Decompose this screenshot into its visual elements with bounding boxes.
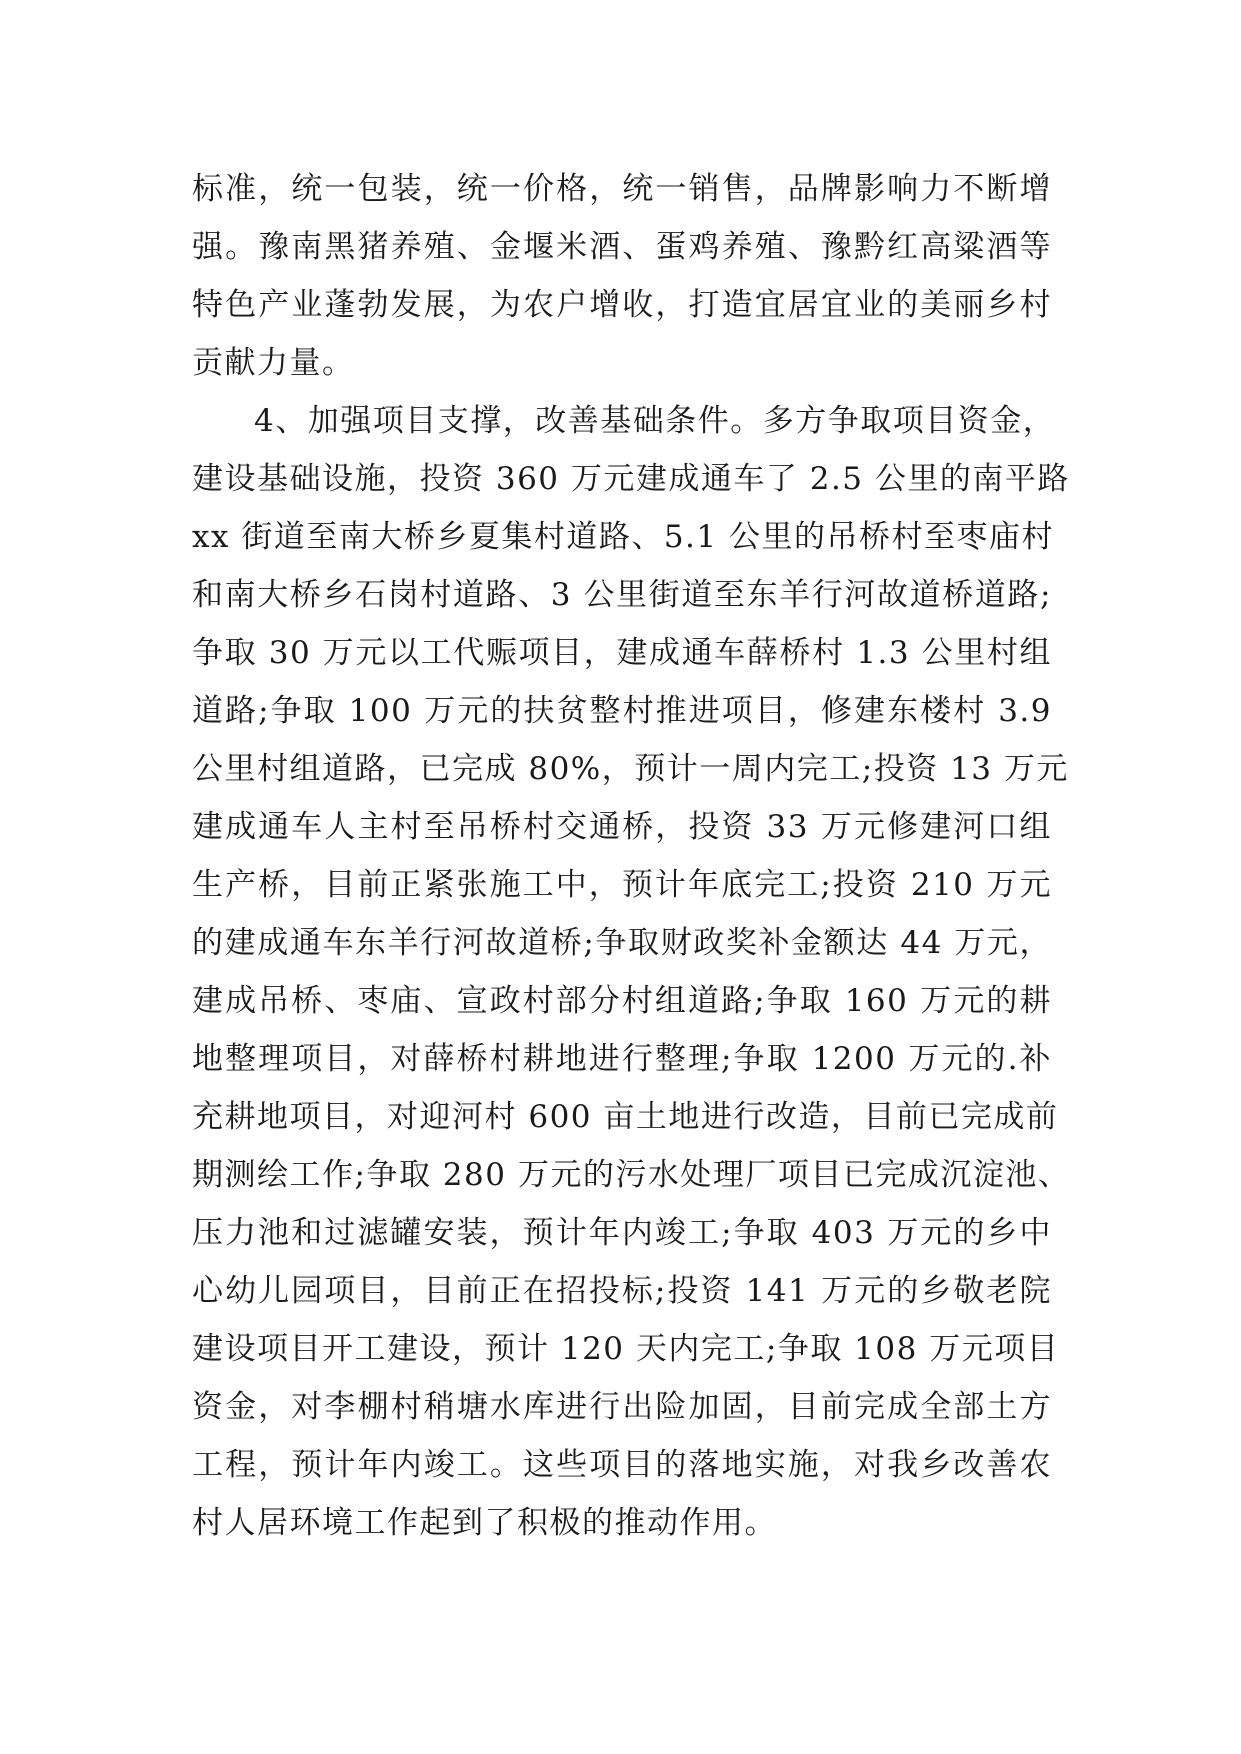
- text-line: 心幼儿园项目，目前正在招投标;投资 141 万元的乡敬老院: [192, 1273, 1052, 1309]
- text-line: 4、加强项目支撑，改善基础条件。多方争取项目资金，: [254, 403, 1056, 439]
- text-line: 建成通车人主村至吊桥村交通桥，投资 33 万元修建河口组: [192, 809, 1052, 845]
- text-line: 和南大桥乡石岗村道路、3 公里街道至东羊行河故道桥道路;: [192, 577, 1052, 613]
- paragraph: [192, 392, 1071, 1552]
- text-line: 公里村组道路，已完成 80%，预计一周内完工;投资 13 万元: [192, 751, 1069, 787]
- text-line: 特色产业蓬勃发展，为农户增收，打造宜居宜业的美丽乡村: [192, 287, 1052, 323]
- text-line: 建成吊桥、枣庙、宣政村部分村组道路;争取 160 万元的耕: [192, 983, 1052, 1019]
- text-line: xx 街道至南大桥乡夏集村道路、5.1 公里的吊桥村至枣庙村: [192, 519, 1054, 555]
- text-line: 强。豫南黑猪养殖、金堰米酒、蛋鸡养殖、豫黔红高粱酒等: [192, 229, 1052, 265]
- text-line: 压力池和过滤罐安装，预计年内竣工;争取 403 万元的乡中: [192, 1215, 1052, 1251]
- text-line: 期测绘工作;争取 280 万元的污水处理厂项目已完成沉淀池、: [192, 1157, 1071, 1193]
- text-line: 建设项目开工建设，预计 120 天内完工;争取 108 万元项目: [192, 1331, 1060, 1367]
- text-line: 工程，预计年内竣工。这些项目的落地实施，对我乡改善农: [192, 1447, 1052, 1483]
- text-line: 贡献力量。: [192, 345, 355, 381]
- text-line: 争取 30 万元以工代赈项目，建成通车薛桥村 1.3 公里村组: [192, 635, 1052, 671]
- text-line: 的建成通车东羊行河故道桥;争取财政奖补金额达 44 万元，: [192, 925, 1052, 961]
- text-line: 标准，统一包装，统一价格，统一销售，品牌影响力不断增: [192, 171, 1052, 207]
- document-body: [192, 160, 1071, 1552]
- text-line: 充耕地项目，对迎河村 600 亩土地进行改造，目前已完成前: [192, 1099, 1059, 1135]
- text-line: 资金，对李棚村稍塘水库进行出险加固，目前完成全部土方: [192, 1389, 1052, 1425]
- text-line: 村人居环境工作起到了积极的推动作用。: [192, 1505, 777, 1541]
- text-line: 建设基础设施，投资 360 万元建成通车了 2.5 公里的南平路: [192, 461, 1070, 497]
- paragraph: [192, 160, 1052, 392]
- text-line: 道路;争取 100 万元的扶贫整村推进项目，修建东楼村 3.9: [192, 693, 1052, 729]
- text-line: 地整理项目，对薛桥村耕地进行整理;争取 1200 万元的.补: [192, 1041, 1052, 1077]
- text-line: 生产桥，目前正紧张施工中，预计年底完工;投资 210 万元: [192, 867, 1052, 903]
